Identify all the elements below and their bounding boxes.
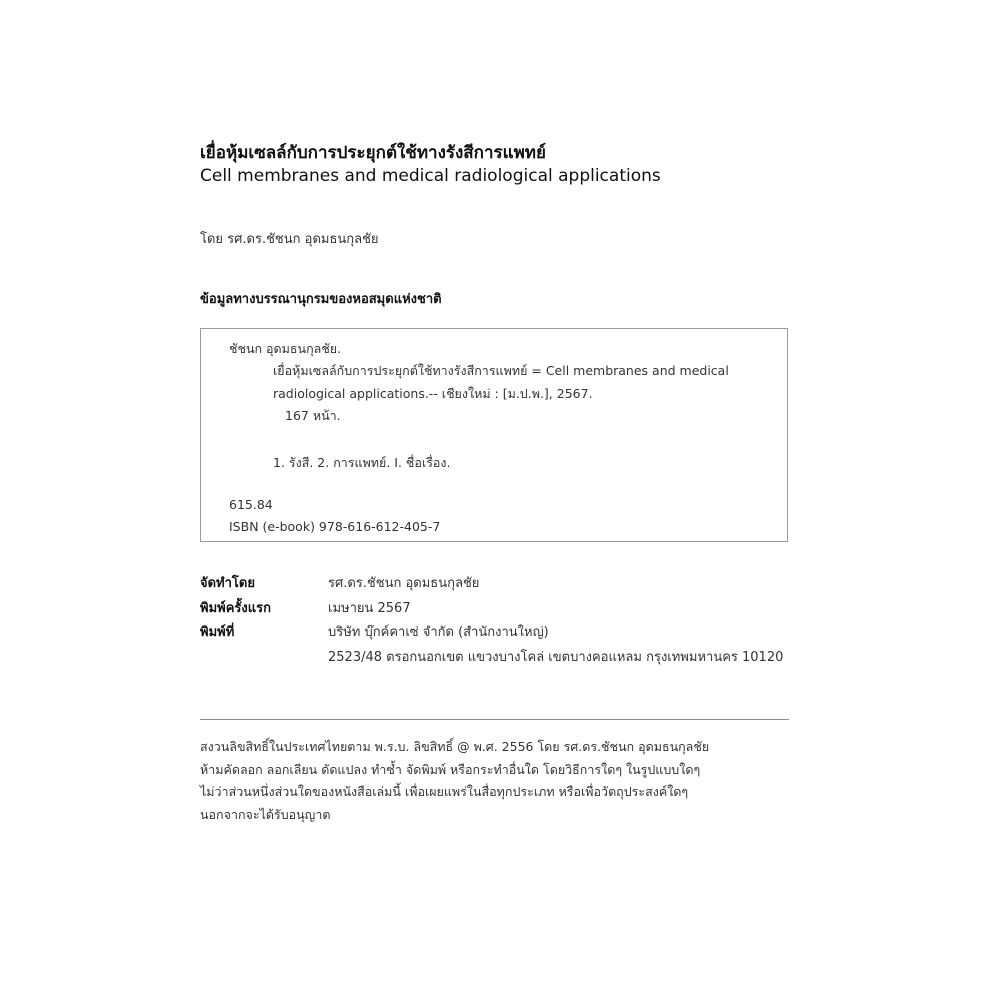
- cip-record-box: [200, 328, 788, 542]
- cip-isbn: ISBN (e-book) 978-616-612-405-7: [229, 519, 441, 534]
- copyright-line-2: ห้ามคัดลอก ลอกเลียน ดัดแปลง ทำซ้ำ จัดพิมพ์ หรือกระทำอื่นใด โดยวิธีการใดๆ ในรูปแบบใดๆ: [200, 762, 701, 777]
- copyright-line-1: สงวนลิขสิทธิ์ในประเทศไทยตาม พ.ร.บ. ลิขสิทธิ์ @ พ.ศ. 2556 โดย รศ.ดร.ชัชนก อุดมธนกุลชัย: [200, 739, 710, 754]
- copyright-line-4: นอกจากจะได้รับอนุญาต: [200, 807, 331, 822]
- copyright-line-3: ไม่ว่าส่วนหนึ่งส่วนใดของหนังสือเล่มนี้ เพื่อเผยแพร่ในสื่อทุกประเภท หรือเพื่อวัตถุประสงค์ใดๆ: [200, 784, 689, 799]
- printer-address: 2523/48 ตรอกนอกเขต แขวงบางโคล่ เขตบางคอแหลม กรุงเทพมหานคร 10120: [328, 650, 784, 665]
- cip-main-entry: ชัชนก อุดมธนกุลชัย.: [229, 341, 342, 356]
- cip-pages: 167 หน้า.: [285, 408, 341, 423]
- produced-by-label: จัดทำโดย: [200, 576, 255, 591]
- author-line: โดย รศ.ดร.ชัชนก อุดมธนกุลชัย: [200, 232, 379, 247]
- first-print-label: พิมพ์ครั้งแรก: [200, 601, 271, 616]
- cip-heading: ข้อมูลทางบรรณานุกรมของหอสมุดแห่งชาติ: [200, 292, 442, 307]
- cip-title-line-2: radiological applications.-- เชียงใหม่ : [ม.ป.พ.], 2567.: [273, 386, 593, 401]
- printer-name: บริษัท บุ๊กค์คาเซ่ จำกัด (สำนักงานใหญ่): [328, 625, 549, 640]
- printed-at-label: พิมพ์ที่: [200, 625, 235, 640]
- book-title-thai: เยื่อหุ้มเซลล์กับการประยุกต์ใช้ทางรังสีการแพทย์: [200, 143, 546, 163]
- cip-title-line-1: เยื่อหุ้มเซลล์กับการประยุกต์ใช้ทางรังสีการแพทย์ = Cell membranes and medical: [273, 363, 729, 378]
- first-print-value: เมษายน 2567: [328, 601, 411, 616]
- book-title-english: Cell membranes and medical radiological applications: [200, 166, 661, 186]
- cip-classification: 615.84: [229, 497, 273, 512]
- produced-by-value: รศ.ดร.ชัชนก อุดมธนกุลชัย: [328, 576, 480, 591]
- cip-subjects: 1. รังสี. 2. การแพทย์. I. ชื่อเรื่อง.: [273, 455, 451, 470]
- section-divider: [200, 719, 789, 720]
